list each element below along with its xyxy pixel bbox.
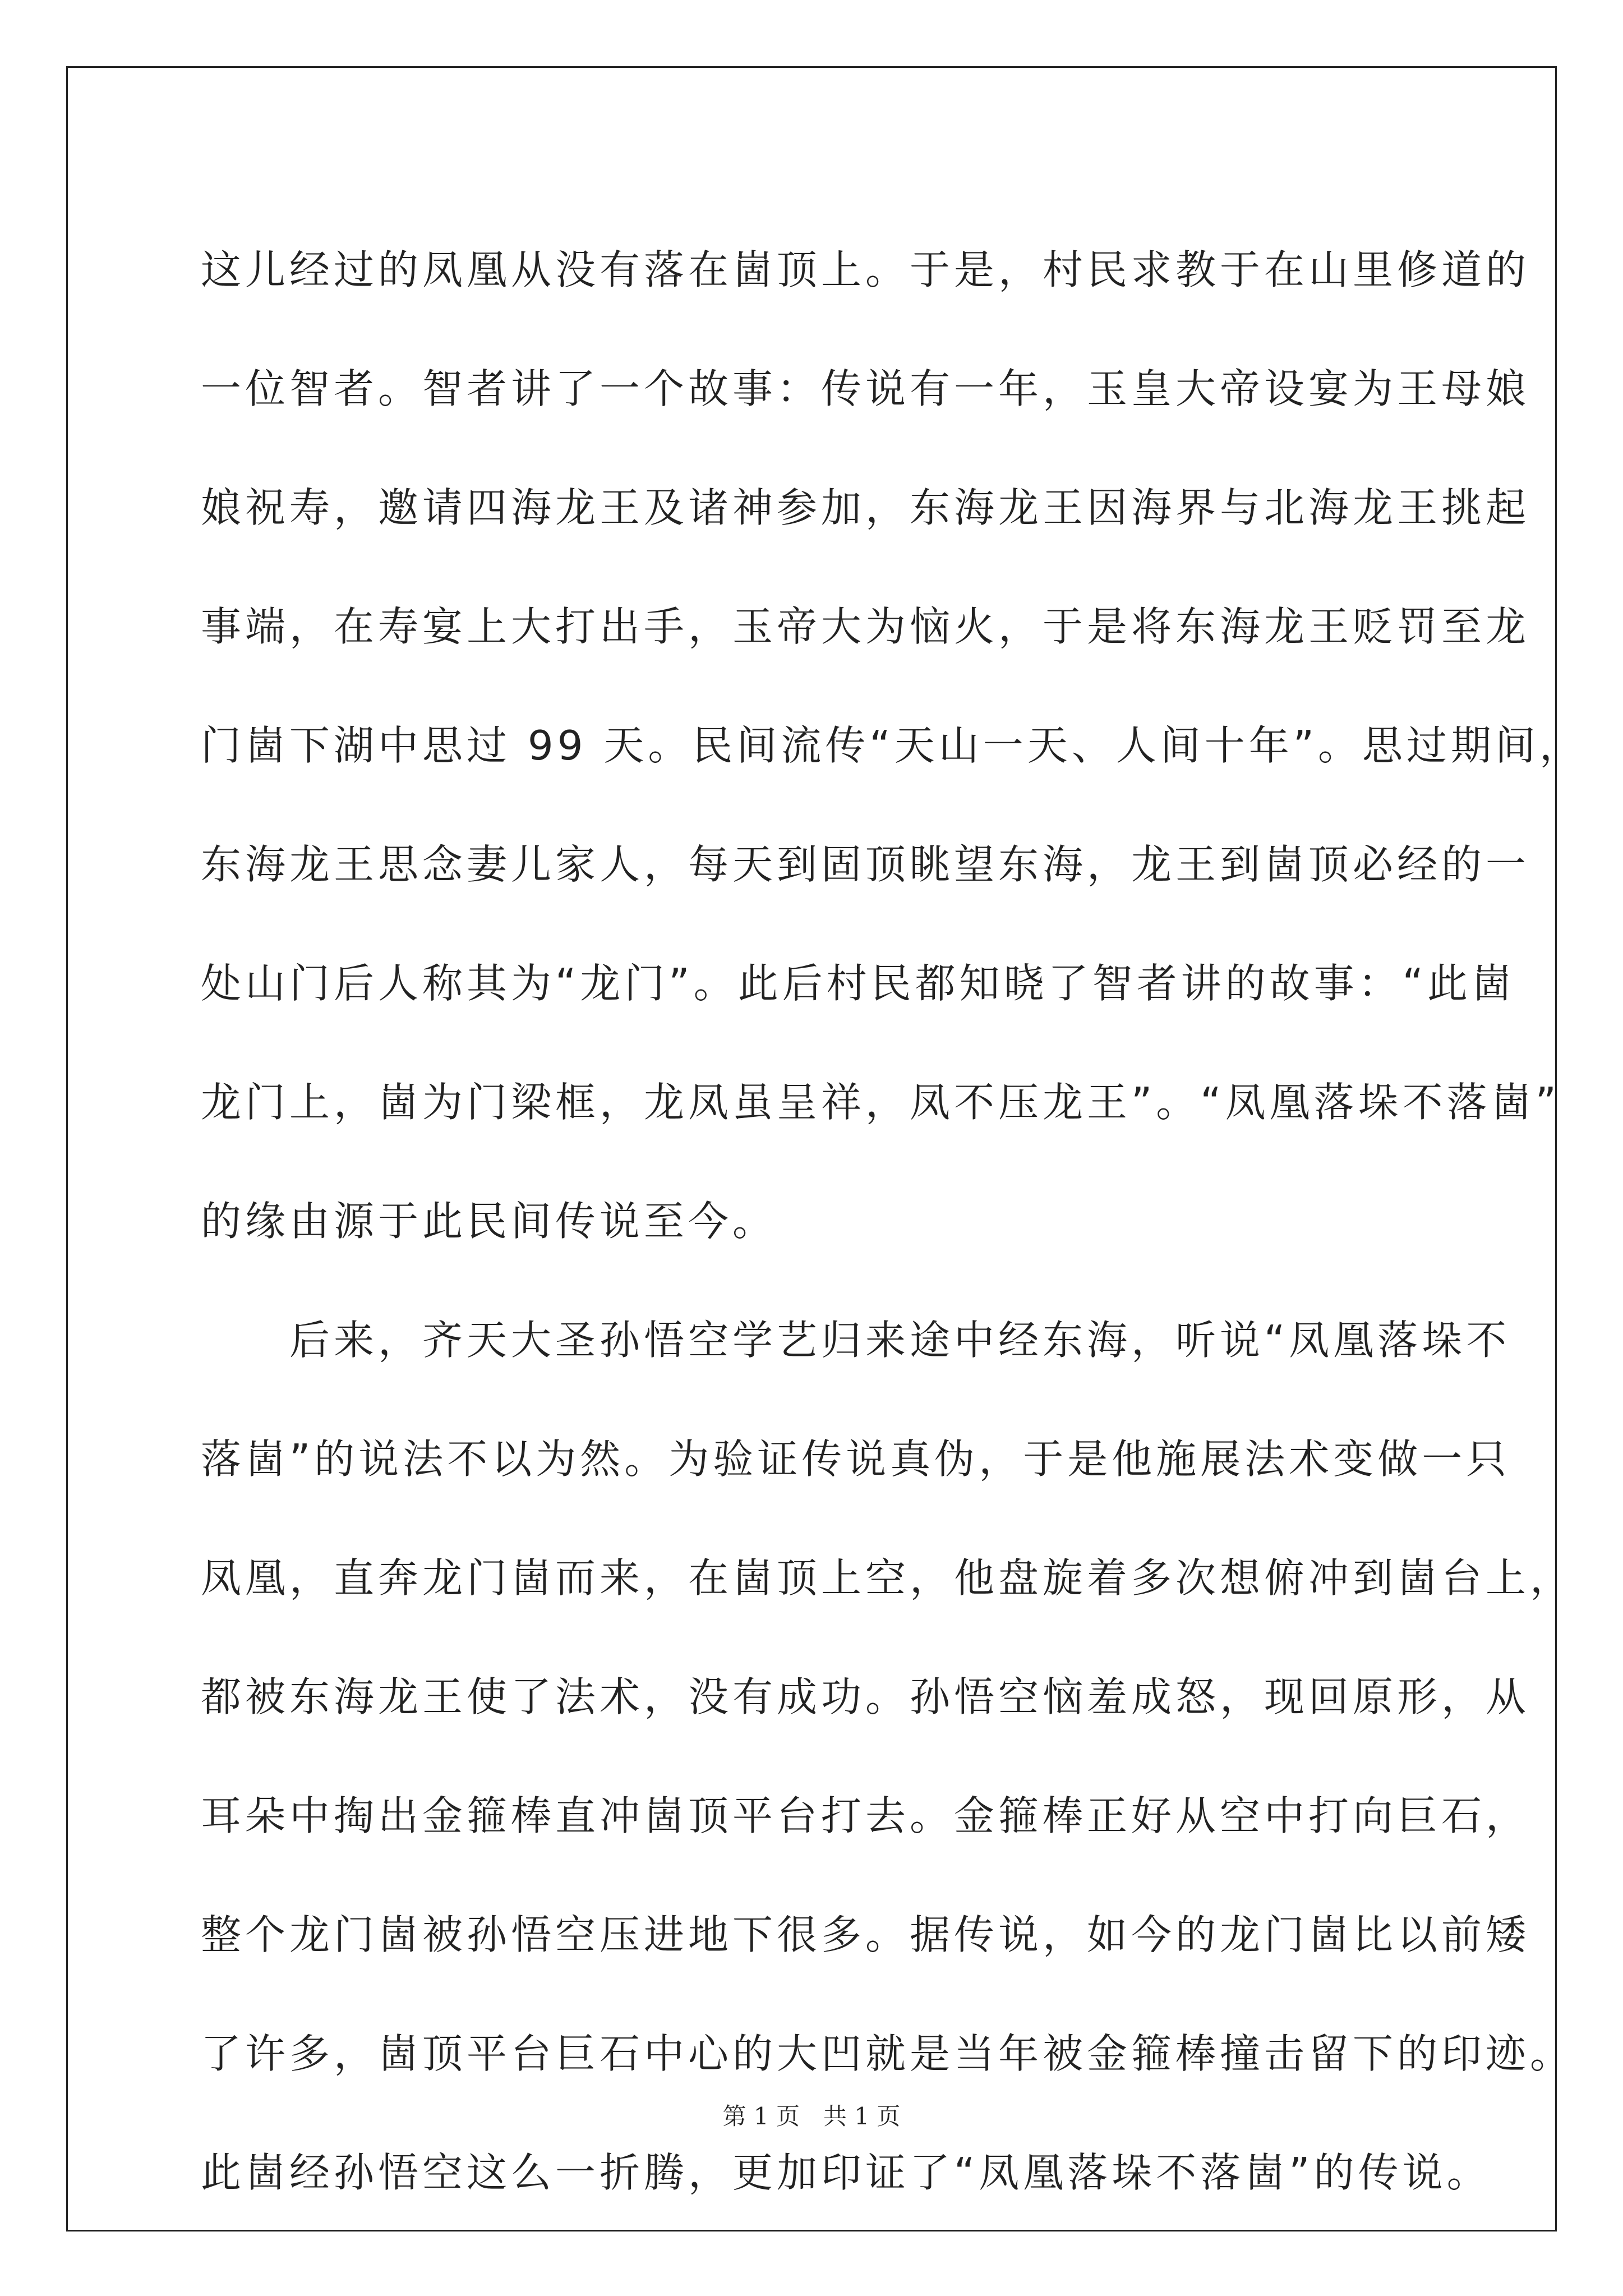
- text-line: 一位智者。智者讲了一个故事：传说有一年，玉皇大帝设宴为王母娘: [201, 365, 1530, 412]
- text-line: 凤凰，直奔龙门崮而来，在崮顶上空，他盘旋着多次想俯冲到崮台上，: [201, 1554, 1575, 1602]
- document-body: [201, 210, 1584, 2232]
- text-line: 门崮下湖中思过 99 天。民间流传“天山一天、人间十年”。思过期间，: [201, 722, 1584, 769]
- page-footer: [0, 2098, 1623, 2132]
- paragraph-start-line: 后来，齐天大圣孙悟空学艺归来途中经东海，听说“凤凰落垛不: [289, 1317, 1511, 1364]
- text-line: 娘祝寿，邀请四海龙王及诸神参加，东海龙王因海界与北海龙王挑起: [201, 484, 1530, 531]
- text-line: 了许多，崮顶平台巨石中心的大凹就是当年被金箍棒撞击留下的印迹。: [201, 2030, 1575, 2077]
- text-line: 东海龙王思念妻儿家人，每天到固顶眺望东海，龙王到崮顶必经的一: [201, 841, 1530, 888]
- text-line: 这儿经过的凤凰从没有落在崮顶上。于是，村民求教于在山里修道的: [201, 246, 1530, 293]
- text-line: 龙门上，崮为门梁框，龙凤虽呈祥，凤不压龙王”。“凤凰落垛不落崮”: [201, 1079, 1560, 1126]
- text-line: 落崮”的说法不以为然。为验证传说真伪，于是他施展法术变做一只: [201, 1435, 1511, 1483]
- text-line: 耳朵中掏出金箍棒直冲崮顶平台打去。金箍棒正好从空中打向巨石，: [201, 1792, 1530, 1839]
- text-line: 处山门后人称其为“龙门”。此后村民都知晓了智者讲的故事：“此崮: [201, 960, 1516, 1007]
- text-line: 事端，在寿宴上大打出手，玉帝大为恼火，于是将东海龙王贬罚至龙: [201, 603, 1530, 650]
- text-line: 整个龙门崮被孙悟空压进地下很多。据传说，如今的龙门崮比以前矮: [201, 1911, 1530, 1958]
- text-line: 的缘由源于此民间传说至今。: [201, 1198, 777, 1245]
- text-line: 此崮经孙悟空这么一折腾，更加印证了“凤凰落垛不落崮”的传说。: [201, 2149, 1491, 2196]
- page-number-label: 第 1 页 共 1 页: [722, 2102, 901, 2130]
- text-line: 都被东海龙王使了法术，没有成功。孙悟空恼羞成怒，现回原形，从: [201, 1673, 1530, 1720]
